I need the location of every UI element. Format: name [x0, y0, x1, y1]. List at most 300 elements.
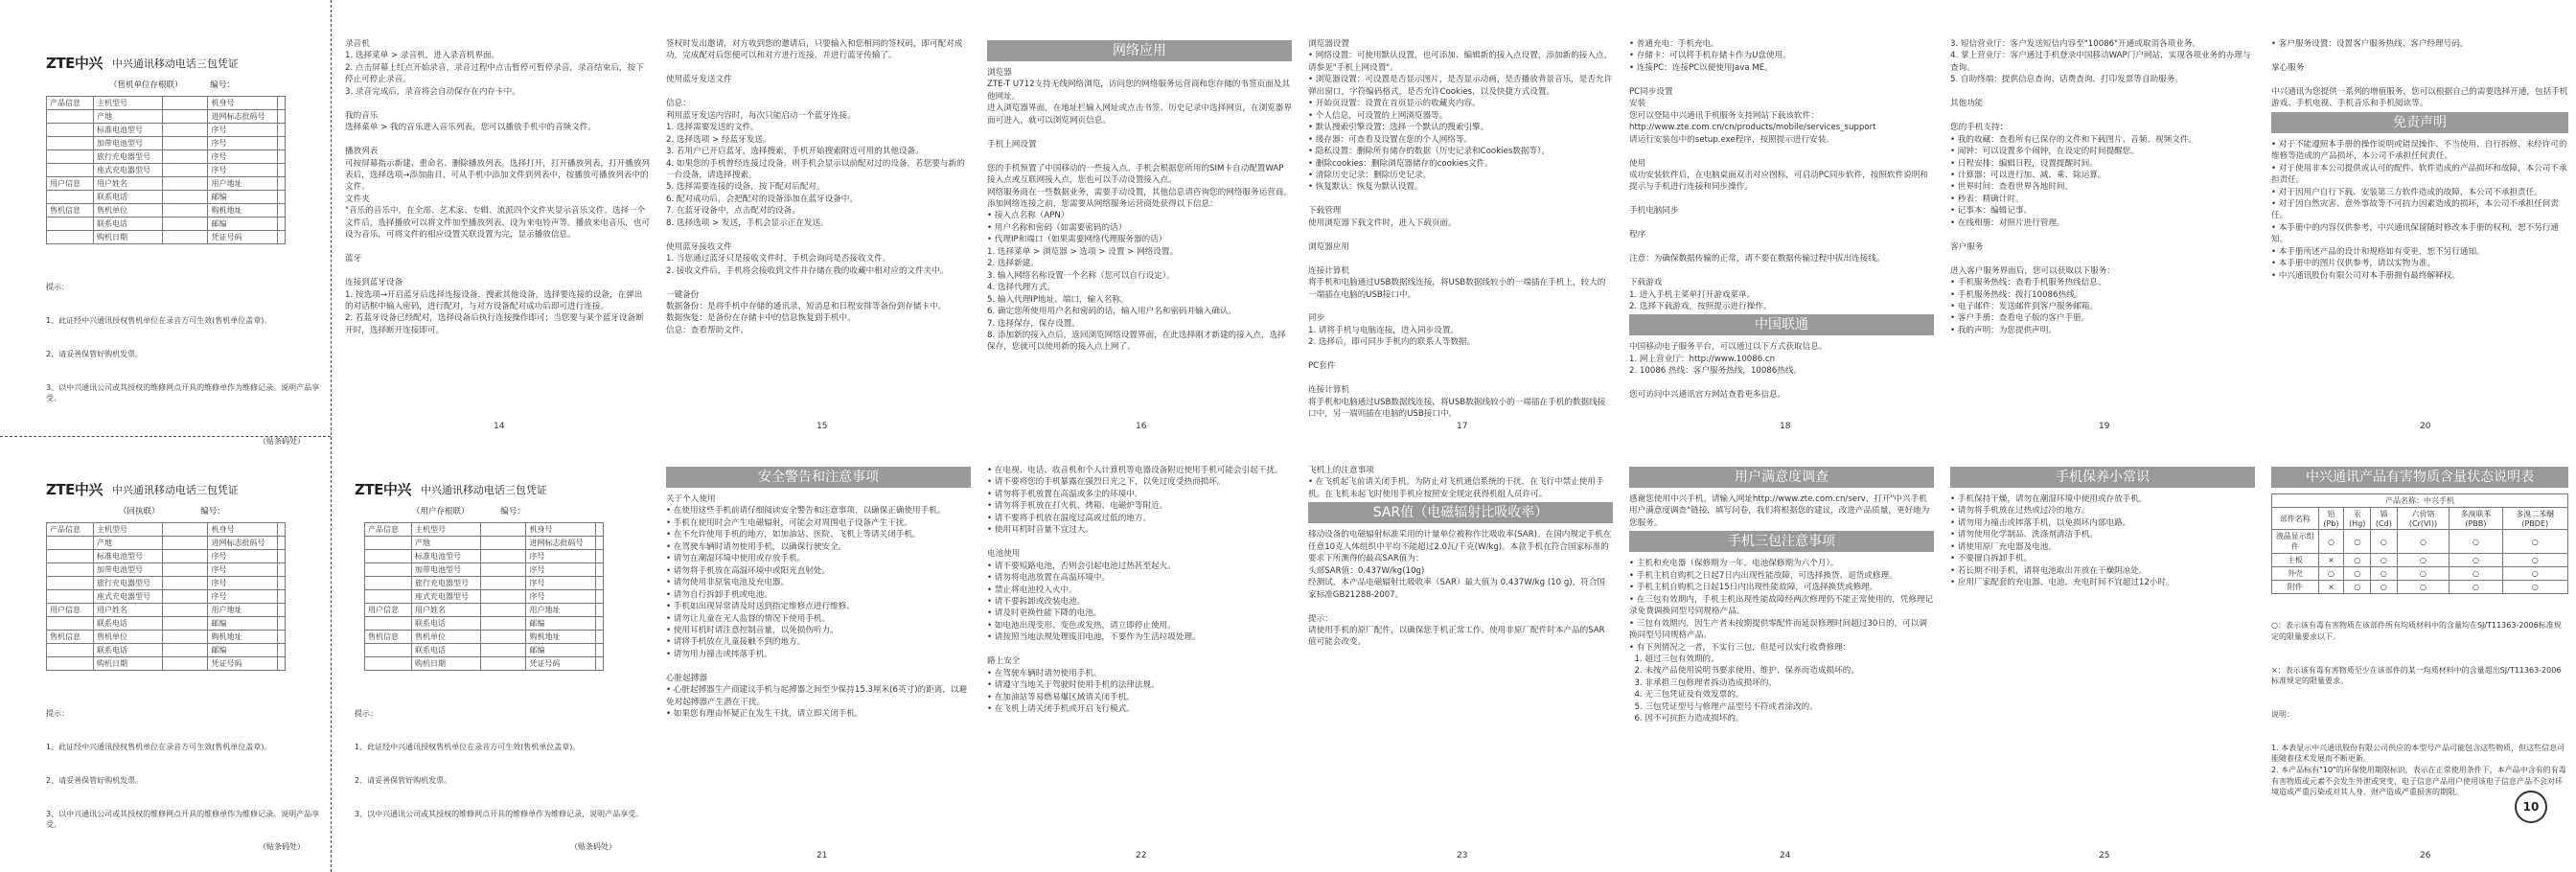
warranty-cell: 联系电话 — [94, 218, 163, 231]
warranty-cell — [277, 231, 285, 244]
warranty-row — [365, 523, 604, 537]
page-body: 感谢您使用中兴手机。请输入网址http://www.zte.com.cn/serv，打开"中兴手机用户满意度调查"链接，填写问卷，我们将根据您的建议，改进产品质量，更好地为您服务。 — [1629, 494, 1930, 528]
page-22 — [987, 465, 1292, 848]
table-header: 镉(Cd) — [2371, 508, 2397, 530]
warranty-cell — [277, 644, 285, 657]
warranty-number-label: 编号： — [500, 507, 525, 516]
page-body: 浏览器设置 • 网络设置：可使用默认设置，也可添加、编辑新的接入点设置，添加新的接入点，请参见"手机上网设置"。 • 浏览器设置：可设置是否显示图片，是否显示动画，是否播放背景音乐，是否允许弹出窗口，字符编码格式，是否允许Cookies，以及快捷方式设置。 • 开始页设置：设置在首页显示的收藏夹内容。 • 个人信息，可设置的上网浏览器等。 • 默认搜索引擎设置：选择一个默认的搜索引擎。 • 缓存器：可查看及设置在您的个人网络等。 • 隐私设置：删除所有储存的数据（历史记录和Cookies数据等）。 • 删除cookies：删除浏览器储存的cookies文件。 • 清除历史记录：删除历史记录。 • 恢复默认：恢复为默认设置。 下载管理 使用浏览器下载文件时，进入下载页面。 浏览器应用 连接计算机 将手机和电脑通过USB数据线连接，将USB数据线较小的一端插在手机上，较大的一端插在电脑的USB接口中。 同步 1. 请将手机与电脑连接，进入同步设置。 2. 选择后，即可同步手机内的联系人等数据。 PC套件 连接计算机 将手机和电脑通过USB数据线连接，将USB数据线较小的一端插在手机的数据线接口中，另一端则插在电脑的USB接口中。 — [1308, 39, 1613, 420]
table-cell: × — [2318, 581, 2344, 594]
tip-1: 1、此证经中兴通讯授权售机单位在录音方可生效(售机单位盖章)。 — [355, 742, 581, 751]
warranty-cell — [277, 523, 285, 537]
section-bar: 免责声明 — [2271, 112, 2568, 133]
warranty-cell: 加带电池型号 — [94, 563, 163, 577]
page-number: 24 — [1780, 851, 1791, 861]
warranty-cell: 用户信息 — [365, 604, 412, 617]
warranty-cell — [163, 563, 208, 577]
warranty-cell: 售机单位 — [412, 631, 481, 644]
table-cell: ○ — [2397, 581, 2450, 594]
page-body-2: 移动设备的电磁辐射标准采用的计量单位被称作比吸收率(SAR)。在国内规定手机在任意10克人体组织中平均不能超过2.0瓦/千克(W/kg)。本款手机在符合国家标准的要求下所测得的最高SAR值为： 头部SAR值：0.437W/kg(10g) 经测试，本产品电磁辐射比吸收率（SAR）最大值为 0.437W/kg (10 g)，符合国家标准GB21288-2007。 提示： 请使用手机的原厂配件，以确保您手机正常工作。使用非原厂配件时本产品的SAR值可能会改变。 — [1308, 530, 1612, 648]
warranty-cell — [595, 523, 603, 537]
warranty-card-top — [46, 53, 324, 446]
warranty-cell: 主机型号 — [412, 523, 481, 537]
warranty-cell: 标准电池型号 — [94, 550, 163, 563]
section-bar: SAR值（电磁辐射比吸收率） — [1308, 502, 1613, 523]
warranty-subtitle: （用户存根联） — [412, 507, 470, 516]
zte-logo: ZTE中兴 — [355, 481, 411, 498]
page-17 — [1308, 38, 1613, 431]
warranty-cell: 邮编 — [208, 644, 277, 657]
warranty-cell — [277, 204, 285, 218]
warranty-cell — [163, 590, 208, 604]
warranty-cell: 用户信息 — [47, 604, 94, 617]
warranty-row — [47, 523, 286, 537]
warranty-cell: 主机型号 — [94, 97, 163, 110]
warranty-row — [47, 231, 286, 244]
warranty-cell: 加带电池型号 — [94, 137, 163, 150]
warranty-cell: 联系电话 — [94, 617, 163, 631]
warranty-cell: 联系电话 — [412, 617, 481, 631]
tip-2: 2、请妥善保管好购机发票。 — [46, 775, 144, 785]
warranty-row — [365, 590, 604, 604]
warranty-cell — [163, 150, 208, 164]
table-cell: ○ — [2502, 567, 2567, 581]
warranty-cell — [47, 657, 94, 671]
warranty-table — [364, 522, 604, 671]
page-body: • 在电视、电话、收音机和个人计算机等电器设备附近使用手机可能会引起干扰。 • 请不要将您的手机暴露在强烈日光之下，以免过度受热而损坏。 • 请勿将手机放置在高温或多尘的环境中。 • 请勿将手机放在打火机、烤箱、电磁炉等附近。 • 请不要将手机放在温度过高或过低的地方。 • 使用耳机时音量不宜过大。 电池使用 • 请不要短路电池，否则会引起电池过热甚至起火。 • 请勿将电池放置在高温环境中。 • 禁止将电池投入火中。 • 请不要拆卸或改装电池。 • 请及时更换性能下降的电池。 • 如电池出现变形、变色或发热，请立即停止使用。 • 请按照当地法规处理废旧电池，不要作为生活垃圾处理。 路上安全 • 在驾驶车辆时请勿使用手机。 • 请遵守当地关于驾驶时使用手机的法律法规。 • 在加油站等易燃易爆区域请关闭手机。 • 在飞机上请关闭手机或开启飞行模式。 — [987, 466, 1283, 715]
page-number: 26 — [2420, 851, 2431, 861]
table-row — [2272, 567, 2568, 581]
warranty-cell — [277, 631, 285, 644]
warranty-cell: 售机信息 — [47, 631, 94, 644]
warranty-cell: 序号 — [208, 164, 277, 177]
warranty-cell — [595, 604, 603, 617]
warranty-cell — [365, 617, 412, 631]
warranty-row — [365, 604, 604, 617]
warranty-row — [365, 577, 604, 590]
warranty-cell — [47, 150, 94, 164]
table-header: 多溴二苯醚(PBDE) — [2502, 508, 2567, 530]
warranty-cell: 序号 — [208, 124, 277, 137]
warranty-row — [47, 644, 286, 657]
page-15 — [666, 38, 971, 431]
page-24 — [1629, 465, 1934, 848]
warranty-cell: 售机单位 — [94, 631, 163, 644]
warranty-cell — [277, 604, 285, 617]
page-number: 19 — [2099, 422, 2110, 431]
barcode-note: （贴条码处） — [259, 842, 305, 851]
warranty-row — [47, 590, 286, 604]
page-body: • 手机保持干燥，请勿在潮湿环境中使用或存放手机。 • 请勿将手机放在过热或过冷的地方。 • 请勿用力撞击或摔落手机，以免损坏内部电路。 • 请勿使用化学制品、洗涤剂清洁手机。 • 请使用原厂充电器及电池。 • 不要擅自拆卸手机。 • 若长期不用手机，请将电池取出并放在干燥阴凉处。 • 应用厂家配套的充电器、电池，充电时间不宜超过12小时。 — [1950, 494, 2174, 588]
page-16 — [987, 38, 1292, 431]
page-25 — [1950, 465, 2255, 848]
warranty-cell — [47, 231, 94, 244]
warranty-row — [47, 204, 286, 218]
warranty-cell — [277, 97, 285, 110]
tip-1: 1、此证经中兴通讯授权售机单位在录音方可生效(售机单位盖章)。 — [46, 742, 272, 751]
warranty-cell: 标准电池型号 — [94, 124, 163, 137]
warranty-cell: 联系电话 — [94, 644, 163, 657]
table-cell: ○ — [2450, 554, 2502, 567]
table-header: 六价铬(Cr(VI)) — [2397, 508, 2450, 530]
warranty-cell: 机身号 — [526, 523, 595, 537]
warranty-cell — [47, 644, 94, 657]
warranty-cell — [277, 563, 285, 577]
warranty-cell — [47, 218, 94, 231]
warranty-cell — [163, 137, 208, 150]
page-number: 20 — [2420, 422, 2431, 431]
warranty-cell — [595, 657, 603, 671]
page-number: 15 — [816, 422, 828, 431]
warranty-cell: 用户信息 — [47, 177, 94, 191]
warranty-cell: 联系电话 — [94, 191, 163, 204]
warranty-cell: 邮编 — [208, 617, 277, 631]
warranty-cell: 用户姓名 — [94, 604, 163, 617]
warranty-cell: 凭证号码 — [208, 231, 277, 244]
section-bar: 中国联通 — [1629, 314, 1934, 335]
warranty-cell — [47, 137, 94, 150]
table-cell: ○ — [2502, 530, 2567, 554]
warranty-cell: 联系电话 — [412, 644, 481, 657]
table-cell: ○ — [2397, 567, 2450, 581]
warranty-cell — [163, 110, 208, 124]
page-number: 23 — [1457, 851, 1468, 861]
warranty-subtitle: （售机单位存根联） — [109, 80, 183, 90]
table-caption: 产品名称：中兴手机 — [2272, 494, 2568, 508]
warranty-cell — [47, 191, 94, 204]
tip-1: 1、此证经中兴通讯授权售机单位在录音方可生效(售机单位盖章)。 — [46, 315, 272, 325]
warranty-cell — [481, 550, 526, 563]
warranty-cell — [163, 631, 208, 644]
warranty-cell: 用户姓名 — [412, 604, 481, 617]
page-26 — [2271, 465, 2568, 848]
warranty-cell: 用户地址 — [526, 604, 595, 617]
warranty-cell — [163, 191, 208, 204]
warranty-cell — [481, 657, 526, 671]
page-body-2: • 对于不能遵照本手册的操作说明或错误操作、不当使用、自行拆修、未经许可的维修等造成的产品损坏，本公司不承担任何责任。 • 对于使用非本公司提供或认可的配件、软件造成的产品损坏和故障，本公司不承担责任。 • 对于因用户自行下载、安装第三方软件造成的故障，本公司不承担责任。 • 对于因自然灾害、意外事故等不可抗力因素造成的损坏，本公司不承担任何责任。 • 本手册中的内容仅供参考，中兴通讯保留随时修改本手册的权利，恕不另行通知。 • 本手册所述产品的设计和规格如有变更，恕不另行通知。 • 本手册中的图片仅供参考，请以实物为准。 • 中兴通讯股份有限公司对本手册拥有最终解释权。 — [2271, 139, 2567, 281]
warranty-row — [365, 617, 604, 631]
table-cell: ○ — [2397, 554, 2450, 567]
page-number: 22 — [1136, 851, 1147, 861]
table-row — [2272, 554, 2568, 567]
warranty-cell: 进网标志批码号 — [208, 537, 277, 550]
warranty-cell: 邮编 — [208, 218, 277, 231]
warranty-cell — [163, 523, 208, 537]
warranty-cell — [595, 563, 603, 577]
table-cell: × — [2318, 554, 2344, 567]
warranty-cell — [277, 164, 285, 177]
table-header: 汞(Hg) — [2344, 508, 2371, 530]
warranty-row — [365, 644, 604, 657]
table-cell: ○ — [2371, 530, 2397, 554]
page-body: • 普通充电：手机充电。 • 存储卡：可以将手机存储卡作为U盘使用。 • 连接PC：连接PC以便使用Java ME。 PC同步设置 安装 您可以登陆中兴通讯手机服务支持网站下载该软件： http://www.zte.com.cn/cn/products/mobile/services_support 请运行安装包中的setup.exe程序，按照提示进行安装。 使用 成功安装软件后，在电脑桌面双击对应图标，可启动PC同步软件，按照软件说明和提示与手机进行连接和同步操作。 手机电脑同步 程序 注意：为确保数据传输的正常，请不要在数据传输过程中拔出连接线。 下载游戏 1. 进入手机主菜单打开游戏菜单。 2. 选择下载游戏，按照提示进行操作。 — [1629, 39, 1928, 311]
warranty-cell — [481, 577, 526, 590]
warranty-row — [47, 164, 286, 177]
warranty-cell — [277, 537, 285, 550]
table-cell: ○ — [2397, 530, 2450, 554]
section-bar: 中兴通讯产品有害物质含量状态说明表 — [2271, 467, 2568, 488]
warranty-row — [47, 563, 286, 577]
remarks-title: 说明： — [2271, 709, 2294, 719]
tip-2: 2、请妥善保管好购机发票。 — [46, 349, 144, 358]
warranty-cell — [481, 590, 526, 604]
warranty-row — [365, 550, 604, 563]
tip-3: 3、以中兴通讯公司或其授权的维修网点开具的维修单作为维修记录，说明产品享受。 — [355, 809, 644, 818]
warranty-cell: 旅行充电器型号 — [412, 577, 481, 590]
tip-3: 3、以中兴通讯公司或其授权的维修网点开具的维修单作为维修记录。说明产品享受。 — [46, 809, 320, 830]
page-18 — [1629, 38, 1934, 431]
warranty-cell — [595, 644, 603, 657]
page-body-2: • 主机和充电器（保修期为一年，电池保修期为六个月）。 • 手机主机自购机之日起7日内出现性能故障，可选择换货、退货或修理。 • 手机主机自购机之日起15日内出现性能故障，可选择换货或修理。 • 在三包有效期内，手机主机出现性能故障经两次修理仍不能正常使用的，凭修理记录免费调换同型号同规格产品。 • 三包有效期内，因生产者未按期提供零配件而延误修理时间超过30日的，可以调换同型号同规格产品。 • 有下列情况之一者，不实行三包，但是可以实行收费修理： 1. 超过三包有效期的。 2. 未按产品使用说明书要求使用、维护、保养而造成损坏的。 3. 非承担三包修理者拆动造成损坏的。 4. 无三包凭证及有效发票的。 5. 三包凭证型号与修理产品型号不符或者涂改的。 6. 因不可抗拒力造成损坏的。 — [1629, 559, 1934, 724]
warranty-cell: 序号 — [208, 137, 277, 150]
tips-title: 提示： — [46, 709, 69, 719]
warranty-row — [47, 177, 286, 191]
page-19 — [1950, 38, 2255, 431]
warranty-cell — [481, 523, 526, 537]
warranty-cell — [595, 577, 603, 590]
section-bar-2: 手机三包注意事项 — [1629, 531, 1934, 552]
warranty-cell — [163, 550, 208, 563]
table-cell: ○ — [2371, 567, 2397, 581]
warranty-cell: 产品信息 — [47, 97, 94, 110]
page-number: 18 — [1780, 422, 1791, 431]
warranty-cell: 购机地址 — [526, 631, 595, 644]
remarks: 1. 本表显示中兴通讯股份有限公司供应的本型号产品可能包含这些物质，但这些信息可能随着技术发展而不断更新。 2. 本产品标有"10"的环保使用期限标识，表示在正常使用条件下，本产品中含有的有毒有害物质或元素不会发生外泄或突变，电子信息产品用户使用该电子信息产品不会对环境造成严重污染或对其人身、财产造成严重损害的期限。 — [2271, 743, 2566, 797]
zte-logo: ZTE中兴 — [46, 481, 103, 498]
warranty-cell: 邮编 — [526, 617, 595, 631]
page-body: 飞机上的注意事项 • 在飞机起飞前请关闭手机。为防止对飞机通信系统的干扰，在飞行中禁止使用手机。在飞机未起飞时使用手机应按照安全规定获得机组人员许可。 — [1308, 466, 1604, 499]
warranty-cell: 序号 — [208, 590, 277, 604]
warranty-cell: 序号 — [526, 590, 595, 604]
warranty-cell: 购机地址 — [208, 631, 277, 644]
table-cell: ○ — [2344, 554, 2371, 567]
section-bar: 安全警告和注意事项 — [666, 467, 971, 488]
warranty-cell: 进网标志批码号 — [526, 537, 595, 550]
warranty-cell — [163, 537, 208, 550]
warranty-cell — [595, 550, 603, 563]
warranty-row — [47, 657, 286, 671]
warranty-cell — [595, 537, 603, 550]
table-cell: ○ — [2371, 554, 2397, 567]
table-header: 多溴联苯(PBB) — [2450, 508, 2502, 530]
warranty-cell — [47, 590, 94, 604]
warranty-card-user — [355, 479, 652, 862]
warranty-cell — [481, 537, 526, 550]
table-cell: ○ — [2318, 530, 2344, 554]
warranty-cell: 邮编 — [208, 191, 277, 204]
eco-period-logo: 10 — [2515, 791, 2547, 823]
warranty-title: 中兴通讯移动电话三包凭证 — [111, 57, 239, 70]
warranty-cell — [163, 97, 208, 110]
warranty-subtitle: （回执联） — [119, 507, 160, 516]
warranty-cell: 产品信息 — [365, 523, 412, 537]
warranty-cell: 产地 — [94, 110, 163, 124]
warranty-card-receipt — [46, 479, 324, 862]
warranty-cell: 主机型号 — [94, 523, 163, 537]
table-row — [2272, 581, 2568, 594]
warranty-cell: 产地 — [412, 537, 481, 550]
warranty-cell — [163, 204, 208, 218]
warranty-cell — [47, 164, 94, 177]
warranty-row — [47, 550, 286, 563]
warranty-cell — [163, 577, 208, 590]
warranty-cell — [481, 604, 526, 617]
barcode-note: （贴条码处） — [259, 437, 305, 446]
page-21 — [666, 465, 971, 848]
warranty-cell — [277, 617, 285, 631]
warranty-cell — [163, 231, 208, 244]
warranty-row — [47, 617, 286, 631]
warranty-table — [46, 522, 286, 671]
warranty-cell — [365, 644, 412, 657]
warranty-cell: 购机日期 — [412, 657, 481, 671]
warranty-cell: 售机信息 — [47, 204, 94, 218]
warranty-cell — [365, 537, 412, 550]
warranty-cell: 购机地址 — [208, 204, 277, 218]
warranty-row — [47, 110, 286, 124]
warranty-cell — [595, 617, 603, 631]
warranty-cell: 座式充电器型号 — [412, 590, 481, 604]
warranty-cell — [277, 657, 285, 671]
warranty-cell — [481, 644, 526, 657]
warranty-row — [47, 218, 286, 231]
warranty-cell — [365, 590, 412, 604]
table-cell: ○ — [2450, 567, 2502, 581]
table-cell: ○ — [2371, 581, 2397, 594]
warranty-cell: 序号 — [208, 577, 277, 590]
warranty-cell: 旅行充电器型号 — [94, 150, 163, 164]
warranty-cell — [163, 657, 208, 671]
warranty-cell — [365, 657, 412, 671]
table-cell: ○ — [2318, 567, 2344, 581]
tip-3: 3、以中兴通讯公司或其授权的维修网点开具的维修单作为维修记录。说明产品享受。 — [46, 382, 320, 403]
barcode-note: （贴条码处） — [570, 842, 616, 851]
warranty-cell — [163, 617, 208, 631]
page-body: 关于个人使用 • 在使用这些手机前请仔细阅读安全警告和注意事项，以确保正确使用手机。 • 手机在使用时会产生电磁辐射，可能会对周围电子设备产生干扰。 • 在不允许使用手机的地方，如加油站、医院、飞机上等请关闭手机。 • 在驾驶车辆时请勿使用手机，以确保行驶安全。 • 请勿在潮湿环境中使用或存放手机。 • 请勿将手机放在高温环境中或阳光直射处。 • 请勿使用非原装电池及充电器。 • 请勿自行拆卸手机或电池。 • 手机如出现异常请及时送到指定维修点进行维修。 • 请勿让儿童在无人监督的情况下使用手机。 • 使用耳机时请注意控制音量，以免损伤听力。 • 请将手机放在儿童接触不到的地方。 • 请勿用力撞击或摔落手机。 心脏起搏器 • 心脏起搏器生产商建议手机与起搏器之间至少保持15.3厘米(6英寸)的距离，以避免对起搏器产生潜在干扰。 • 如果您有理由怀疑正在发生干扰，请立即关闭手机。 — [666, 494, 968, 720]
warranty-cell — [277, 137, 285, 150]
warranty-cell — [47, 124, 94, 137]
warranty-row — [47, 124, 286, 137]
warranty-cell — [47, 550, 94, 563]
warranty-table — [46, 96, 286, 244]
warranty-cell: 座式充电器型号 — [94, 164, 163, 177]
warranty-row — [47, 137, 286, 150]
warranty-row — [365, 563, 604, 577]
warranty-cell: 用户地址 — [208, 604, 277, 617]
page-23 — [1308, 465, 1613, 848]
cut-line-vertical — [331, 0, 332, 872]
table-cell: 主板 — [2272, 554, 2319, 567]
warranty-cell — [163, 218, 208, 231]
warranty-cell — [163, 177, 208, 191]
tip-2: 2、请妥善保管好购机发票。 — [355, 775, 452, 785]
warranty-cell: 产地 — [94, 537, 163, 550]
warranty-cell: 序号 — [526, 563, 595, 577]
page-number: 14 — [494, 422, 505, 431]
warranty-cell — [277, 150, 285, 164]
warranty-cell — [277, 218, 285, 231]
page-body: 签权时发出邀请，对方收到您的邀请后，只要输入和您相同的签权码，即可配对成功，完成配对后您便可以和对方进行连接，并进行蓝牙传输了。 使用蓝牙发送文件 信息： 利用蓝牙发送内容时，每次只能启动一个蓝牙连接。 1. 选择需要发送的文件。 2. 选择选项 > 经蓝牙发送。 3. 若用户已开启蓝牙，选择搜索，手机开始搜索附近可用的其他设备。 4. 如果您的手机曾经连接过设备，则手机会显示以前配对过的设备，若您要与新的一台设备，请选择搜索。 5. 选择需要连接的设备，按下配对后配对。 6. 配对成功后，会把配对的设备添加在蓝牙设备中。 7. 在蓝牙设备中，点击配对的设备。 8. 选择选项 > 发送，手机会显示正在发送。 使用蓝牙接收文件 1. 当您通过蓝牙只是接收文件时，手机会询问是否接收文件。 2. 接收文件后，手机将会接收到文件并存储在我的收藏中相对应的文件夹中。 一键备份 数据备份：是将手机中存储的通讯录、短消息和日程安排等备份到存储卡中。 数据恢复：是备份在存储卡中的信息恢复到手机中。 信息：查看帮助文件。 — [666, 39, 965, 335]
warranty-cell: 产品信息 — [47, 523, 94, 537]
warranty-cell — [277, 577, 285, 590]
warranty-cell — [481, 631, 526, 644]
warranty-cell — [47, 563, 94, 577]
table-cell: ○ — [2344, 530, 2371, 554]
page-body: 3. 短信营业厅：客户发送短信内容至"10086"开通或取消各项业务。 4. 掌上营业厅：客户通过手机登录中国移动WAP门户网站，实现各项业务的办理与查询。 5. 自助终端：提供信息查询、话费查询、打印发票等自助服务。 其他功能 您的手机支持： • 我的收藏：查看所有已保存的文件和下载图片、音频、视频文件。 • 闹钟：可以设置多个闹钟，在设定的时间提醒您。 • 日程安排：编辑日程，设置提醒时间。 • 计算器：可以进行加、减、乘、除运算。 • 世界时间：查看世界各地时间。 • 秒表：精确计时。 • 记事本：编辑记事。 • 在线相册：对照片进行管理。 客户服务 进入客户服务界面后，您可以获取以下服务： • 手机服务热线：查看手机服务热线信息。 • 手机服务热线：拨打10086热线。 • 电子邮件：发送邮件到客户服务邮箱。 • 客户手册：查看电子版的客户手册。 • 我的声明：为您提供声明。 — [1950, 39, 2251, 335]
section-bar: 用户满意度调查 — [1629, 467, 1934, 488]
warranty-row — [365, 631, 604, 644]
page-14 — [345, 38, 650, 431]
warranty-cell: 售机信息 — [365, 631, 412, 644]
warranty-cell — [277, 191, 285, 204]
warranty-row — [47, 537, 286, 550]
warranty-cell: 序号 — [526, 550, 595, 563]
warranty-cell: 序号 — [526, 577, 595, 590]
table-cell: ○ — [2502, 581, 2567, 594]
table-cell: 液晶显示组件 — [2272, 530, 2319, 554]
page-number: 21 — [816, 851, 828, 861]
warranty-row — [47, 191, 286, 204]
warranty-cell — [277, 124, 285, 137]
hazard-table — [2271, 493, 2568, 594]
warranty-row — [47, 150, 286, 164]
warranty-cell: 邮编 — [526, 644, 595, 657]
note-o: ○：表示该有毒有害物质在该部件所有均质材料中的含量均在SJ/T11363-2006标准规定的限量要求以下。 — [2271, 621, 2562, 641]
warranty-cell: 序号 — [208, 563, 277, 577]
warranty-cell: 序号 — [208, 550, 277, 563]
warranty-cell — [595, 590, 603, 604]
warranty-cell: 凭证号码 — [208, 657, 277, 671]
note-x: ×：表示该有毒有害物质至少在该部件的某一均质材料中的含量超出SJ/T11363-2006标准规定的限量要求。 — [2271, 665, 2562, 686]
warranty-cell: 旅行充电器型号 — [94, 577, 163, 590]
warranty-title: 中兴通讯移动电话三包凭证 — [111, 483, 239, 496]
page-number: 16 — [1136, 422, 1147, 431]
section-bar: 网络应用 — [987, 40, 1292, 61]
warranty-cell — [277, 590, 285, 604]
warranty-cell — [481, 617, 526, 631]
warranty-title: 中兴通讯移动电话三包凭证 — [420, 483, 547, 496]
warranty-cell — [47, 577, 94, 590]
page-20 — [2271, 38, 2568, 431]
tips-title: 提示： — [355, 709, 378, 719]
tips-title: 提示： — [46, 283, 69, 292]
page-number: 17 — [1457, 422, 1468, 431]
warranty-cell — [277, 177, 285, 191]
page-body-2: 中国移动电子服务平台，可以通过以下方式获取信息。 1. 网上营业厅：http://www.10086.cn 2. 10086 热线：客户服务热线，10086热线。 您可访问中兴通讯官方网站查看更多信息。 — [1629, 342, 1828, 401]
warranty-cell — [47, 617, 94, 631]
table-cell: ○ — [2450, 530, 2502, 554]
warranty-cell — [481, 563, 526, 577]
warranty-cell — [163, 644, 208, 657]
warranty-row — [365, 657, 604, 671]
warranty-cell: 序号 — [208, 150, 277, 164]
warranty-cell: 加带电池型号 — [412, 563, 481, 577]
table-cell: 外壳 — [2272, 567, 2319, 581]
warranty-cell — [365, 550, 412, 563]
zte-logo: ZTE中兴 — [46, 55, 103, 72]
warranty-cell: 购机日期 — [94, 231, 163, 244]
warranty-cell: 售机单位 — [94, 204, 163, 218]
warranty-cell: 购机日期 — [94, 657, 163, 671]
warranty-row — [47, 631, 286, 644]
warranty-cell — [163, 164, 208, 177]
warranty-cell — [163, 604, 208, 617]
warranty-cell — [163, 124, 208, 137]
warranty-cell — [277, 550, 285, 563]
warranty-cell — [365, 563, 412, 577]
warranty-cell — [595, 631, 603, 644]
table-cell: ○ — [2502, 554, 2567, 567]
table-row — [2272, 530, 2568, 554]
